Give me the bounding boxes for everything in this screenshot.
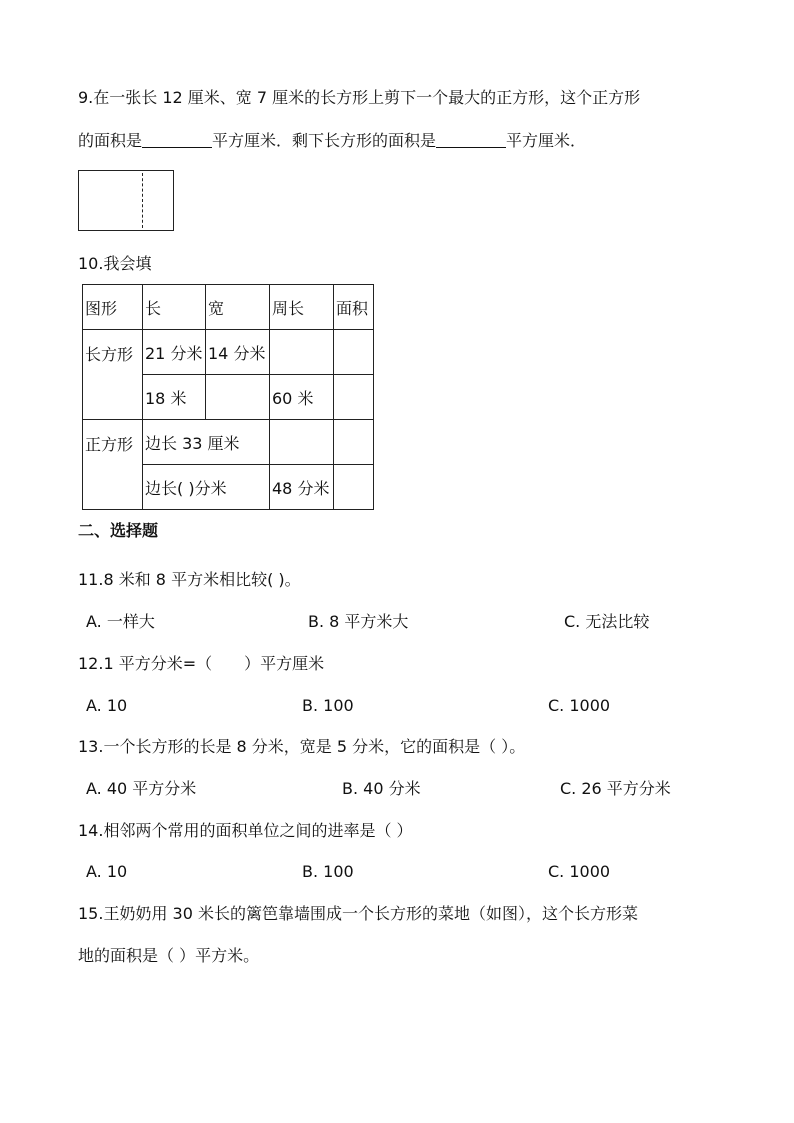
section-title: 二、选择题 bbox=[78, 521, 159, 540]
header-perimeter: 周长 bbox=[270, 285, 334, 330]
q9-blank-1[interactable] bbox=[142, 133, 212, 148]
cut-dashed-line bbox=[142, 173, 143, 228]
q12-text: 12.1 平方分米=（ ）平方厘米 bbox=[78, 654, 325, 673]
q13-option-b[interactable]: B. 40 分米 bbox=[342, 779, 421, 798]
q9-text-b: 平方厘米．剩下长方形的面积是 bbox=[212, 131, 437, 150]
table-row bbox=[83, 330, 374, 375]
answer-cell[interactable] bbox=[334, 465, 374, 510]
answer-cell[interactable] bbox=[270, 330, 334, 375]
q13-option-a[interactable]: A. 40 平方分米 bbox=[86, 779, 197, 798]
q12-option-b[interactable]: B. 100 bbox=[302, 696, 354, 715]
q11-option-b[interactable]: B. 8 平方米大 bbox=[308, 612, 409, 631]
square-label: 正方形 bbox=[83, 420, 143, 510]
q11-text: 11.8 米和 8 平方米相比较( )。 bbox=[78, 570, 301, 589]
q11-option-c[interactable]: C. 无法比较 bbox=[564, 612, 650, 631]
q13-option-c[interactable]: C. 26 平方分米 bbox=[560, 779, 671, 798]
q10-title: 10.我会填 bbox=[78, 254, 152, 273]
q9-blank-2[interactable] bbox=[436, 133, 506, 148]
table-cell: 边长( )分米 bbox=[143, 465, 270, 510]
answer-cell[interactable] bbox=[334, 330, 374, 375]
table-cell: 边长 33 厘米 bbox=[143, 420, 270, 465]
q13-text: 13.一个长方形的长是 8 分米，宽是 5 分米，它的面积是（ ）。 bbox=[78, 737, 526, 756]
table-cell: 14 分米 bbox=[206, 330, 270, 375]
table-cell: 21 分米 bbox=[143, 330, 206, 375]
table-cell: 48 分米 bbox=[270, 465, 334, 510]
q15-line2: 地的面积是（ ）平方米。 bbox=[78, 946, 260, 965]
q12-option-a[interactable]: A. 10 bbox=[86, 696, 128, 715]
answer-cell[interactable] bbox=[206, 375, 270, 420]
rect-label: 长方形 bbox=[83, 330, 143, 420]
q14-text: 14.相邻两个常用的面积单位之间的进率是（ ） bbox=[78, 821, 413, 840]
table-cell: 18 米 bbox=[143, 375, 206, 420]
answer-cell[interactable] bbox=[270, 420, 334, 465]
rectangle-figure bbox=[78, 170, 174, 231]
table-row bbox=[83, 420, 374, 465]
header-width: 宽 bbox=[206, 285, 270, 330]
fill-table bbox=[82, 284, 374, 510]
header-length: 长 bbox=[143, 285, 206, 330]
q12-option-c[interactable]: C. 1000 bbox=[548, 696, 611, 715]
q9-line2 bbox=[78, 131, 586, 151]
q11-option-a[interactable]: A. 一样大 bbox=[86, 612, 155, 631]
table-header-row bbox=[83, 285, 374, 330]
q9-line1: 9.在一张长 12 厘米、宽 7 厘米的长方形上剪下一个最大的正方形，这个正方形 bbox=[78, 88, 641, 107]
q9-text-c: 平方厘米． bbox=[506, 131, 587, 150]
q14-option-c[interactable]: C. 1000 bbox=[548, 862, 611, 881]
q9-text-a: 的面积是 bbox=[78, 131, 143, 150]
header-area: 面积 bbox=[334, 285, 374, 330]
header-shape: 图形 bbox=[83, 285, 143, 330]
q14-option-b[interactable]: B. 100 bbox=[302, 862, 354, 881]
q14-option-a[interactable]: A. 10 bbox=[86, 862, 128, 881]
table-cell: 60 米 bbox=[270, 375, 334, 420]
answer-cell[interactable] bbox=[334, 420, 374, 465]
answer-cell[interactable] bbox=[334, 375, 374, 420]
q15-line1: 15.王奶奶用 30 米长的篱笆靠墙围成一个长方形的菜地（如图），这个长方形菜 bbox=[78, 904, 638, 923]
